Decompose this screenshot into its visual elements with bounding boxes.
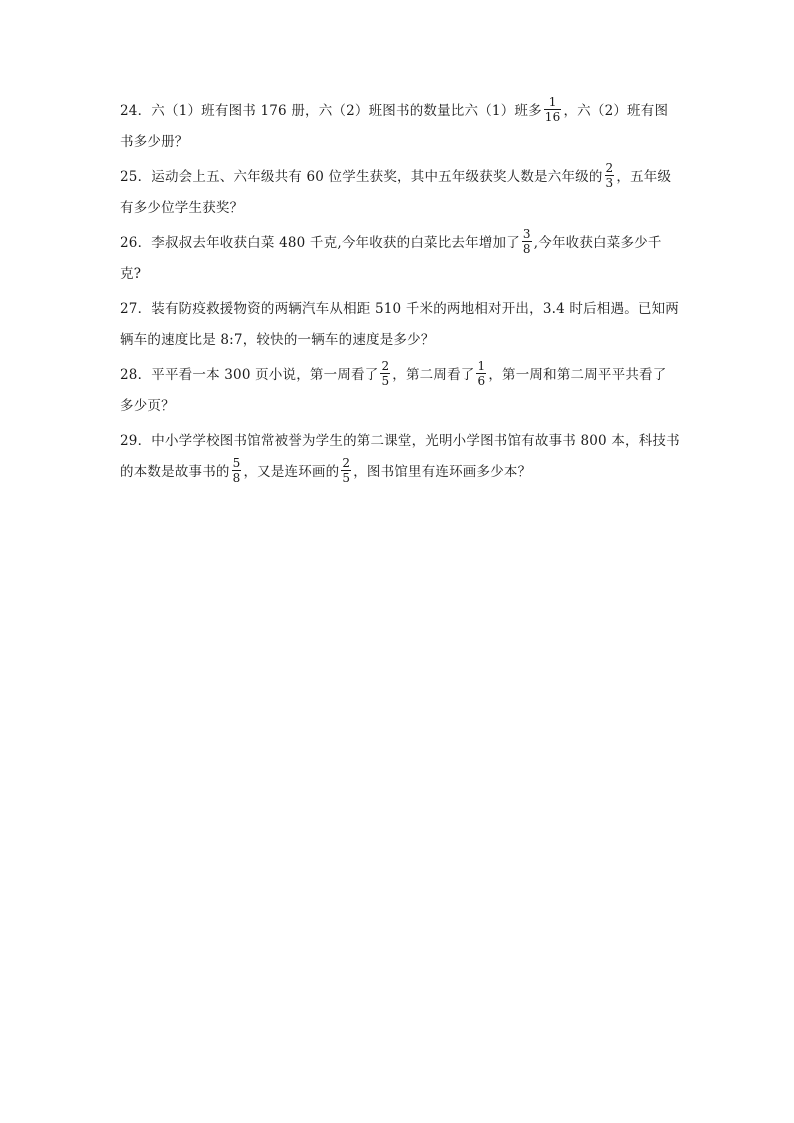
fraction-denominator: 8 xyxy=(232,471,241,485)
problem-text: ，五年级有多少位学生获奖？ xyxy=(120,169,672,216)
fraction-denominator: 16 xyxy=(544,110,561,124)
problem-26 xyxy=(120,228,680,290)
fraction-numerator: 1 xyxy=(477,359,486,373)
problem-text: ，图书馆里有连环画多少本？ xyxy=(353,464,532,480)
problem-text: ，第一周和第二周平平共看了多少页？ xyxy=(120,367,667,414)
fraction-numerator: 2 xyxy=(342,456,351,470)
problem-text: 25．运动会上五、六年级共有 60 位学生获奖，其中五年级获奖人数是六年级的 xyxy=(120,169,603,185)
fraction xyxy=(544,95,562,124)
fraction-numerator: 1 xyxy=(544,95,562,110)
problem-24 xyxy=(120,96,680,158)
problem-29 xyxy=(120,426,680,488)
problem-text: ,今年收获白菜多少千克? xyxy=(120,235,662,282)
problem-text: 29．中小学学校图书馆常被誉为学生的第二课堂，光明小学图书馆有故事书 800 本，科技书的本数是故事书的 xyxy=(120,433,680,480)
fraction-denominator: 3 xyxy=(605,176,614,190)
fraction-denominator: 5 xyxy=(381,374,390,388)
worksheet-page xyxy=(120,96,680,492)
fraction xyxy=(605,161,615,190)
problem-28 xyxy=(120,360,680,422)
fraction xyxy=(341,456,351,485)
fraction xyxy=(522,227,532,256)
problem-text: ，第二周看了 xyxy=(392,367,475,383)
problem-text: 26．李叔叔去年收获白菜 480 千克,今年收获的白菜比去年增加了 xyxy=(120,235,520,251)
fraction-denominator: 5 xyxy=(342,471,351,485)
problem-25 xyxy=(120,162,680,224)
problem-text: ，六（2）班有图书多少册？ xyxy=(120,103,669,150)
problem-text: ，又是连环画的 xyxy=(243,464,340,480)
fraction xyxy=(380,359,390,388)
problem-text: 28．平平看一本 300 页小说，第一周看了 xyxy=(120,367,379,383)
problem-text: 27．装有防疫救援物资的两辆汽车从相距 510 千米的两地相对开出，3.4 时后相遇。已知两辆车的速度比是 8:7，较快的一辆车的速度是多少？ xyxy=(120,301,679,348)
fraction xyxy=(232,456,242,485)
fraction-numerator: 2 xyxy=(605,161,614,175)
fraction-numerator: 2 xyxy=(381,359,390,373)
fraction-numerator: 5 xyxy=(232,456,241,470)
fraction-numerator: 3 xyxy=(522,227,531,241)
fraction-denominator: 6 xyxy=(477,374,486,388)
fraction-denominator: 8 xyxy=(522,242,531,256)
fraction xyxy=(476,359,486,388)
problem-27 xyxy=(120,294,680,356)
problem-text: 24．六（1）班有图书 176 册，六（2）班图书的数量比六（1）班多 xyxy=(120,103,542,119)
